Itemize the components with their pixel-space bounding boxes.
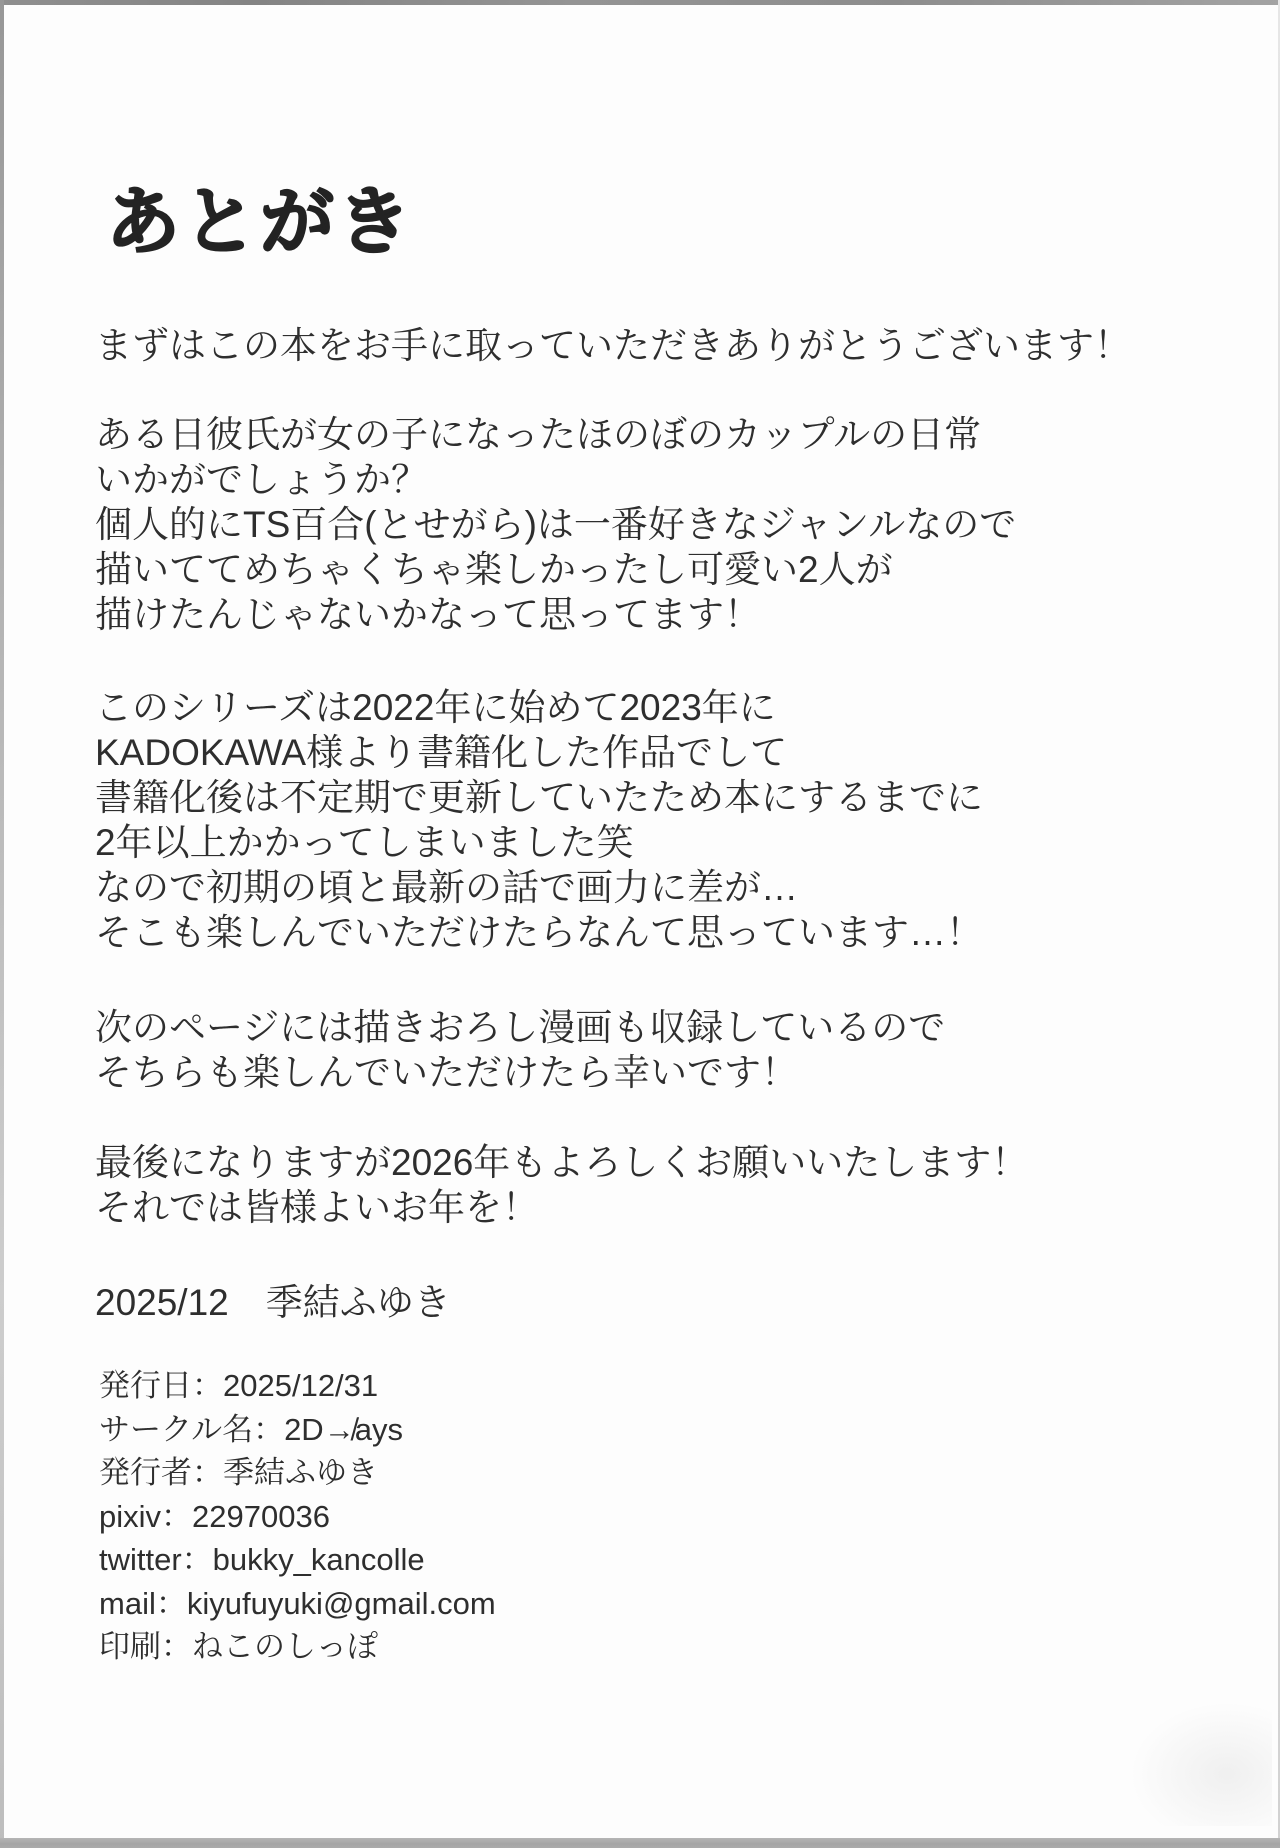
paragraph-line: 2年以上かかってしまいました笑 [95,822,634,863]
colophon-publisher: 発行者：季結ふゆき [99,1455,378,1490]
paragraph-line: いかがでしょうか？ [95,459,428,500]
paragraph-line: 次のページには描きおろし漫画も収録しているので [95,1007,946,1048]
author-signature: 2025/12 季結ふゆき [95,1282,451,1323]
paragraph-line: 最後になりますが2026年もよろしくお願いいたします！ [95,1142,1029,1183]
scan-corner-smudge [1122,1696,1272,1826]
paragraph-line: このシリーズは2022年に始めて2023年に [95,687,776,728]
colophon-publish-date: 発行日：2025/12/31 [99,1368,379,1403]
paragraph-series-history [95,685,983,955]
scan-edge-top [0,0,1280,5]
colophon-twitter-handle: twitter：bukky_kancolle [99,1542,425,1577]
paragraph-line: そちらも楽しんでいただけたら幸いです！ [95,1052,798,1093]
colophon-mail-address: mail：kiyufuyuki@gmail.com [99,1585,496,1621]
colophon-printer: 印刷：ねこのしっぽ [99,1629,378,1664]
scan-edge-left [0,0,4,1848]
scan-edge-bottom [0,1838,1280,1848]
paragraph-line: ある日彼氏が女の子になったほのぼのカップルの日常 [95,414,982,455]
paragraph-line: それでは皆様よいお年を！ [95,1187,539,1228]
paragraph-line: KADOKAWA様より書籍化した作品でして [95,732,788,773]
paragraph-story-intro [95,412,1016,637]
paragraph-line: まずはこの本をお手に取っていただきありがとうございます！ [95,325,1131,366]
paragraph-line: 書籍化後は不定期で更新していたため本にするまでに [95,777,983,818]
paragraph-thanks [95,323,1131,368]
colophon-pixiv-id: pixiv：22970036 [99,1498,330,1534]
paragraph-line: なので初期の頃と最新の話で画力に差が… [95,867,798,908]
paragraph-line: 個人的にTS百合(とせがら)は一番好きなジャンルなので [95,504,1017,545]
paragraph-bonus-manga [95,1005,945,1095]
paragraph-closing [95,1140,1028,1230]
paragraph-line: 描いててめちゃくちゃ楽しかったし可愛い2人が [95,549,893,590]
page-title: あとがき [106,179,414,263]
colophon [99,1364,496,1669]
colophon-circle-name: サークル名：2D↛ays [99,1411,403,1447]
paragraph-line: 描けたんじゃないかなって思ってます！ [95,594,761,635]
paragraph-line: そこも楽しんでいただけたらなんて思っています…！ [95,912,983,953]
